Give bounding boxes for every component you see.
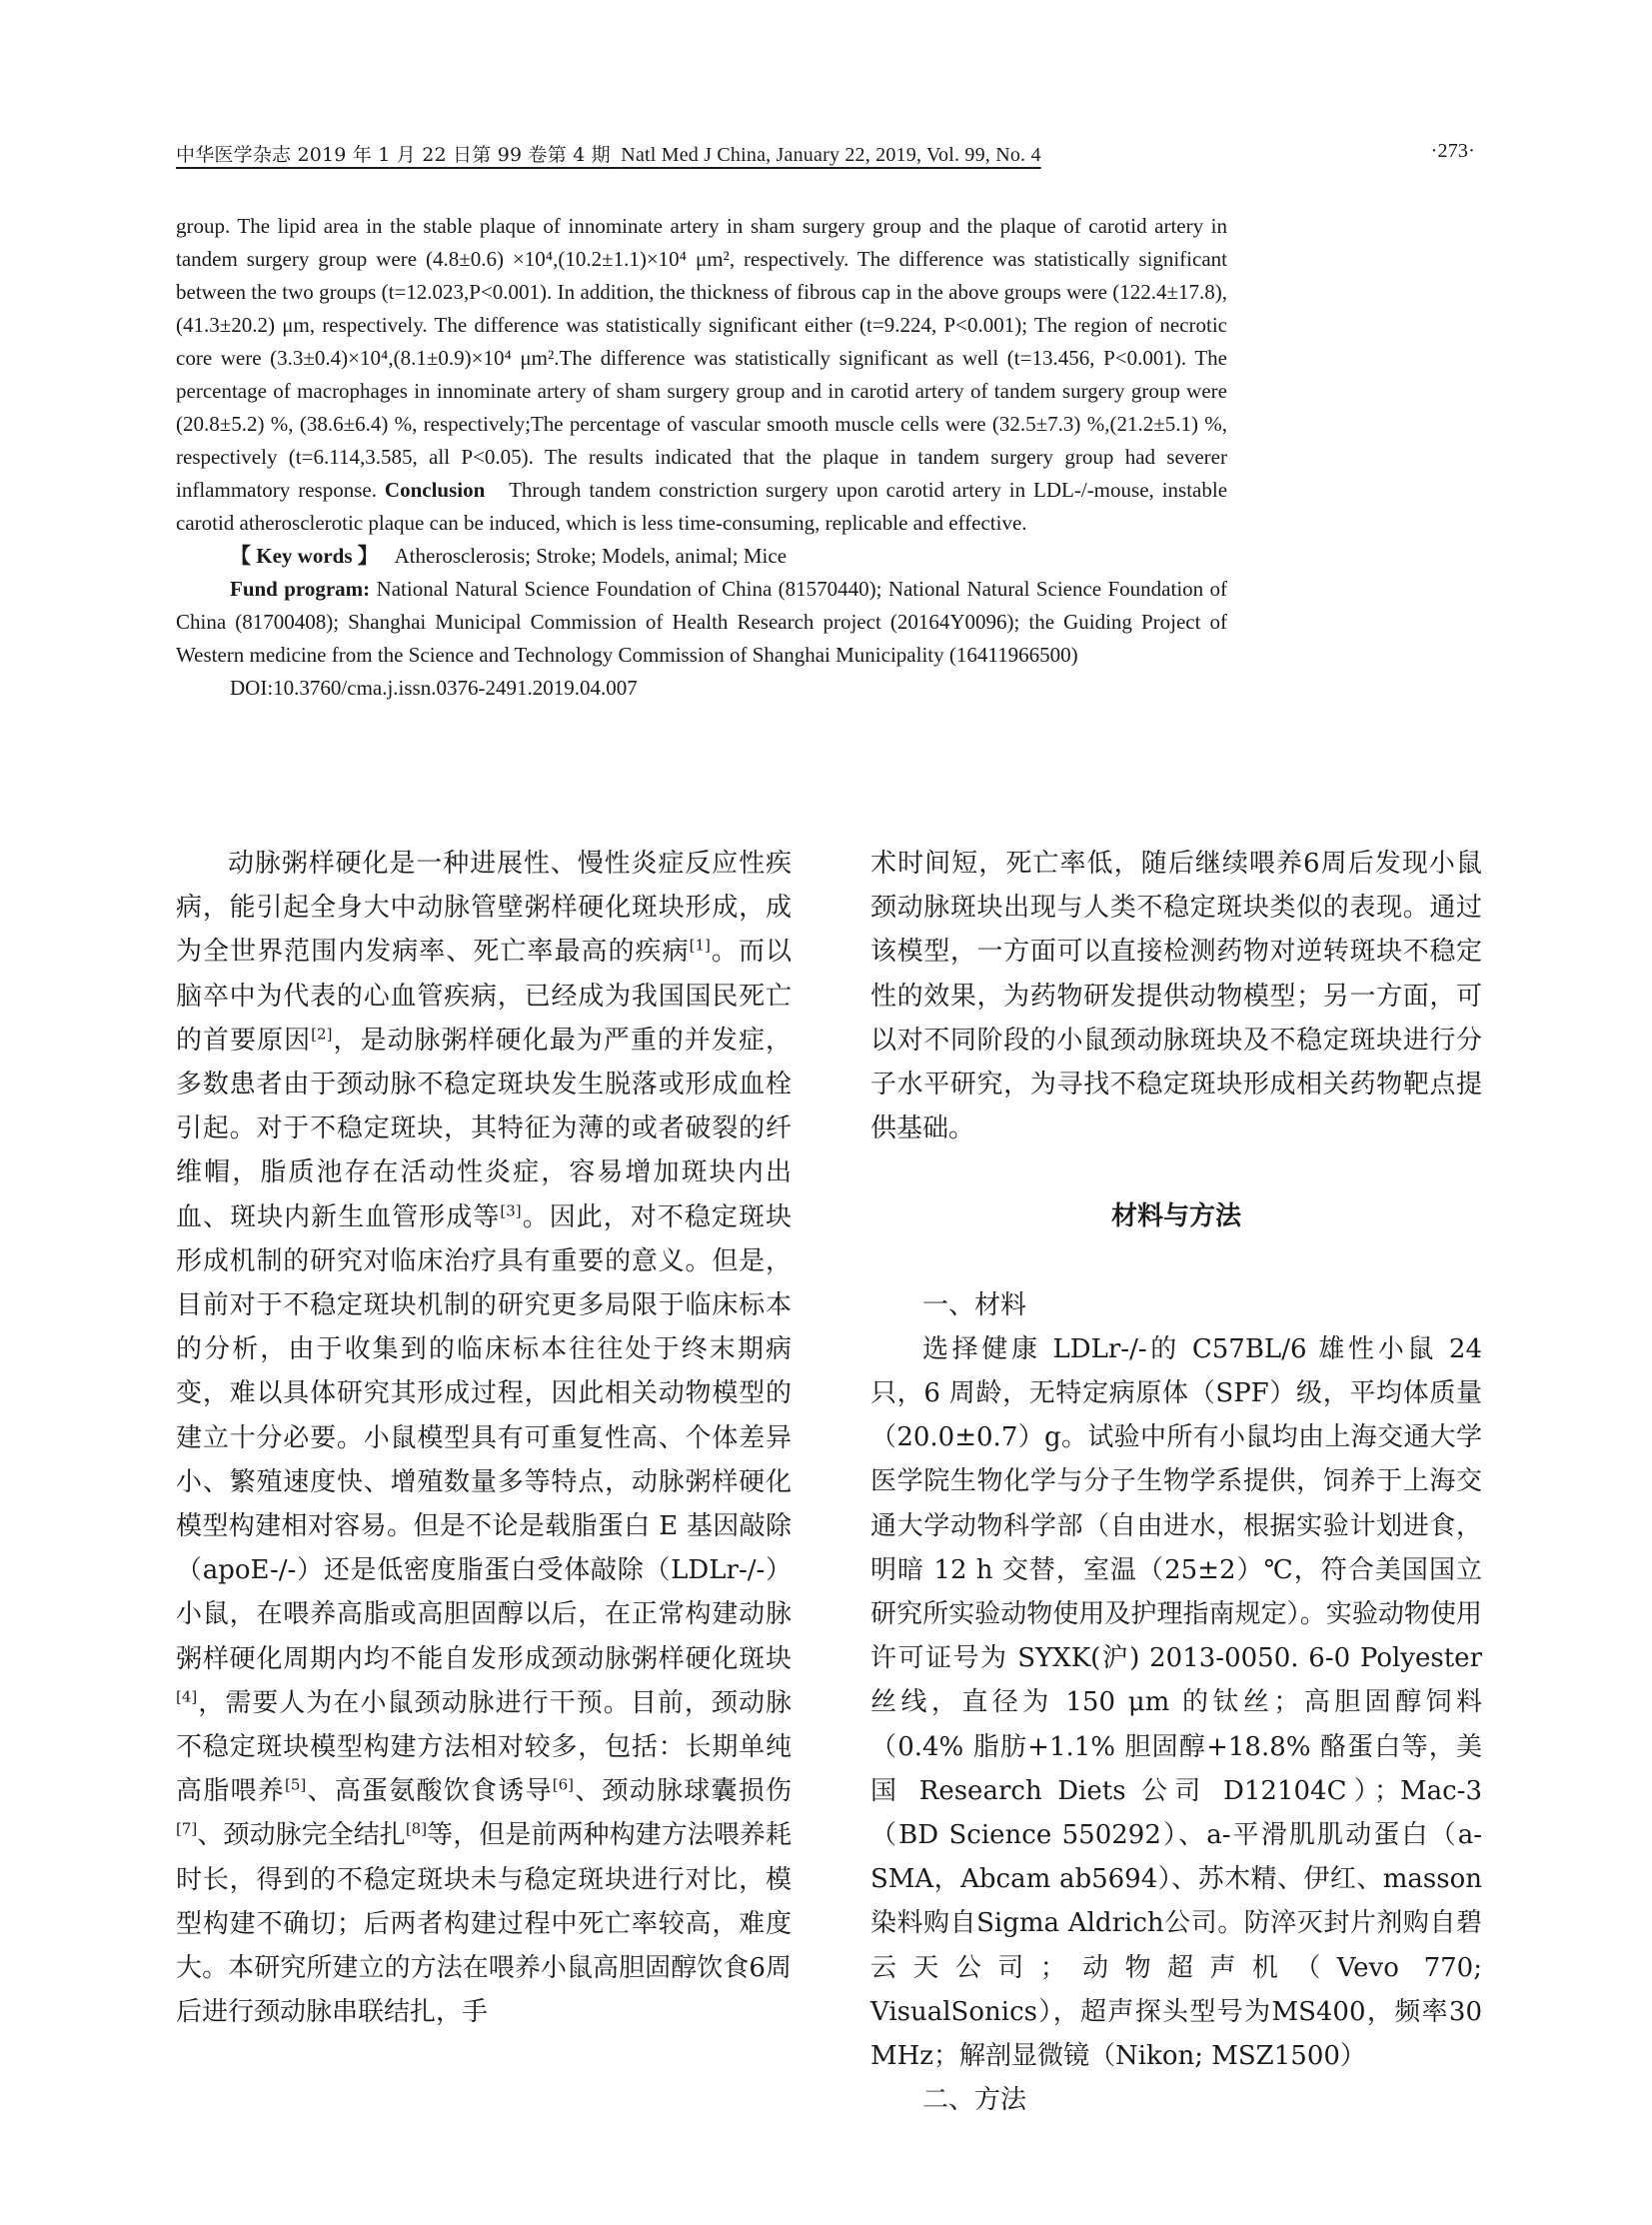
abstract-results-body: group. The lipid area in the stable plaque of innominate artery in sham surgery group and the plaque of carotid artery in tandem surgery group were (4.8±0.6) ×10⁴,(10.2±1.1)×10⁴ μm², respectively. The difference was statistically significant between the two groups (t=12.023,P<0.001). In addition, the thickness of fibrous cap in the above groups were (122.4±17.8),(41.3±20.2) μm, respectively. The difference was statistically significant either (t=9.224, P<0.001); The region of necrotic core were (3.3±0.4)×10⁴,(8.1±0.9)×10⁴ μm².The difference was statistically significant as well (t=13.456, P<0.001). The percentage of macrophages in innominate artery of sham surgery group and in carotid artery of tandem surgery group were (20.8±5.2) %, (38.6±6.4) %, respectively;The percentage of vascular smooth muscle cells were (32.5±7.3) %,(21.2±5.1) %, respectively (t=6.114,3.585, all P<0.05). The results indicated that the plaque in tandem surgery group had severer inflammatory response. [176, 214, 1227, 502]
journal-citation-cn: 中华医学杂志 2019 年 1 月 22 日第 99 卷第 4 期 [176, 144, 611, 166]
running-header [176, 140, 1475, 176]
intro-text-1: 动脉粥样硬化是一种进展性、慢性炎症反应性疾病，能引起全身大中动脉管壁粥样硬化斑块形成，成为全世界范围内发病率、死亡率最高的疾病 [176, 849, 792, 968]
materials-paragraph: 选择健康 LDLr-/-的 C57BL/6 雄性小鼠 24 只，6 周龄，无特定病原体（SPF）级，平均体质量（20.0±0.7）g。试验中所有小鼠均由上海交通大学医学院生物化学与分子生物学系提供，饲养于上海交通大学动物科学部（自由进水，根据实验计划进食，明暗 12 h 交替，室温（25±2）℃，符合美国国立研究所实验动物使用及护理指南规定）。实验动物使用许可证号为 SYXK(沪) 2013-0050. 6-0 Polyester 丝线，直径为 150 μm 的钛丝；高胆固醇饲料（0.4% 脂肪+1.1% 胆固醇+18.8% 酪蛋白等，美国 Research Diets 公司 D12104C）；Mac-3（BD Science 550292）、a-平滑肌肌动蛋白（a-SMA，Abcam ab5694）、苏木精、伊红、masson染料购自Sigma Aldrich公司。防淬灭封片剂购自碧云天公司；动物超声机（Vevo 770; VisualSonics），超声探头型号为MS400，频率30 MHz；解剖显微镜（Nikon; MSZ1500） [870, 1333, 1482, 2072]
intro-text-5: ，需要人为在小鼠颈动脉进行干预。目前，颈动脉不稳定斑块模型构建方法相对较多，包括：长期单纯高脂喂养 [176, 1687, 792, 1807]
page-number: ·273· [1430, 140, 1475, 162]
doi-line: DOI:10.3760/cma.j.issn.0376-2491.2019.04.007 [230, 676, 638, 700]
conclusion-text: Through tandem constriction surgery upon carotid artery in LDL-/-mouse, instable carotid atherosclerotic plaque can be induced, which is less time-consuming, replicable and effective. [176, 478, 1228, 535]
keywords-text: Atherosclerosis; Stroke; Models, animal; Mice [394, 544, 788, 568]
fund-label: Fund program: [230, 577, 371, 601]
conclusion-label: Conclusion [384, 478, 486, 502]
intro-text-7: 、颈动脉球囊损伤 [573, 1776, 792, 1807]
intro-text-4: 。因此，对不稳定斑块形成机制的研究对临床治疗具有重要的意义。但是，目前对于不稳定斑块机制的研究更多局限于临床标本的分析，由于收集到的临床标本往往处于终末期病变，难以具体研究其形成过程，因此相关动物模型的建立十分必要。小鼠模型具有可重复性高、个体差异小、繁殖速度快、增殖数量多等特点，动脉粥样硬化模型构建相对容易。但是不论是载脂蛋白 E 基因敲除（apoE-/-）还是低密度脂蛋白受体敲除（LDLr-/-）小鼠，在喂养高脂或高胆固醇以后，在正常构建动脉粥样硬化周期内均不能自发形成颈动脉粥样硬化斑块 [176, 1201, 792, 1674]
fund-text: National Natural Science Foundation of China (81570440); National Natural Science Foundation of China (81700408); Shanghai Municipal Commission of Health Research project (20164Y0096); the Guiding Project of Western medicine from the Science and Technology Commission of Shanghai Municipality (16411966500) [176, 577, 1228, 667]
english-abstract [176, 210, 1227, 705]
body-right-column [870, 842, 1482, 2122]
keywords-label: 【 Key words 】 [230, 544, 379, 568]
citation-ref: [8] [405, 1819, 428, 1838]
intro-text-6: 、高蛋氨酸饮食诱导 [306, 1776, 553, 1807]
section-title: 材料与方法 [1110, 1201, 1241, 1232]
fund-program [176, 573, 1227, 672]
journal-citation-en: Natl Med J China, January 22, 2019, Vol. 99, No. 4 [621, 144, 1041, 166]
abstract-results-text [176, 210, 1227, 540]
intro-text-3: ，是动脉粥样硬化最为严重的并发症，多数患者由于颈动脉不稳定斑块发生脱落或形成血栓引起。对于不稳定斑块，其特征为薄的或者破裂的纤维帽，脂质池存在活动性炎症，容易增加斑块内出血、斑块内新生血管形成等 [176, 1025, 792, 1232]
citation-ref: [1] [689, 936, 711, 955]
intro-text-9: 等，但是前两种构建方法喂养耗时长，得到的不稳定斑块未与稳定斑块进行对比，模型构建不确切；后两者构建过程中死亡率较高，难度大。本研究所建立的方法在喂养小鼠高胆固醇饮食6周后进行颈动脉串联结扎，手 [176, 1820, 792, 2028]
subsection-methods: 二、方法 [922, 2085, 1027, 2116]
intro-text-8: 、颈动脉完全结扎 [197, 1820, 406, 1851]
citation-ref: [3] [500, 1200, 522, 1219]
subsection-materials: 一、材料 [922, 1289, 1027, 1320]
intro-continuation: 术时间短，死亡率低，随后继续喂养6周后发现小鼠颈动脉斑块出现与人类不稳定斑块类似的表现。通过该模型，一方面可以直接检测药物对逆转斑块不稳定性的效果，为药物研发提供动物模型；另一方面，可以对不同阶段的小鼠颈动脉斑块及不稳定斑块进行分子水平研究，为寻找不稳定斑块形成相关药物靶点提供基础。 [870, 849, 1482, 1144]
citation-ref: [6] [552, 1775, 574, 1794]
intro-paragraph [176, 842, 792, 2034]
citation-ref: [4] [176, 1687, 198, 1706]
citation-ref: [7] [176, 1819, 198, 1838]
keywords-line [176, 540, 1227, 573]
journal-citation [176, 144, 1041, 166]
citation-ref: [2] [311, 1025, 333, 1044]
citation-ref: [5] [285, 1775, 307, 1794]
intro-text-2: 。而以脑卒中为代表的心血管疾病，已经成为我国国民死亡的首要原因 [176, 937, 792, 1056]
body-left-column [176, 842, 792, 2034]
